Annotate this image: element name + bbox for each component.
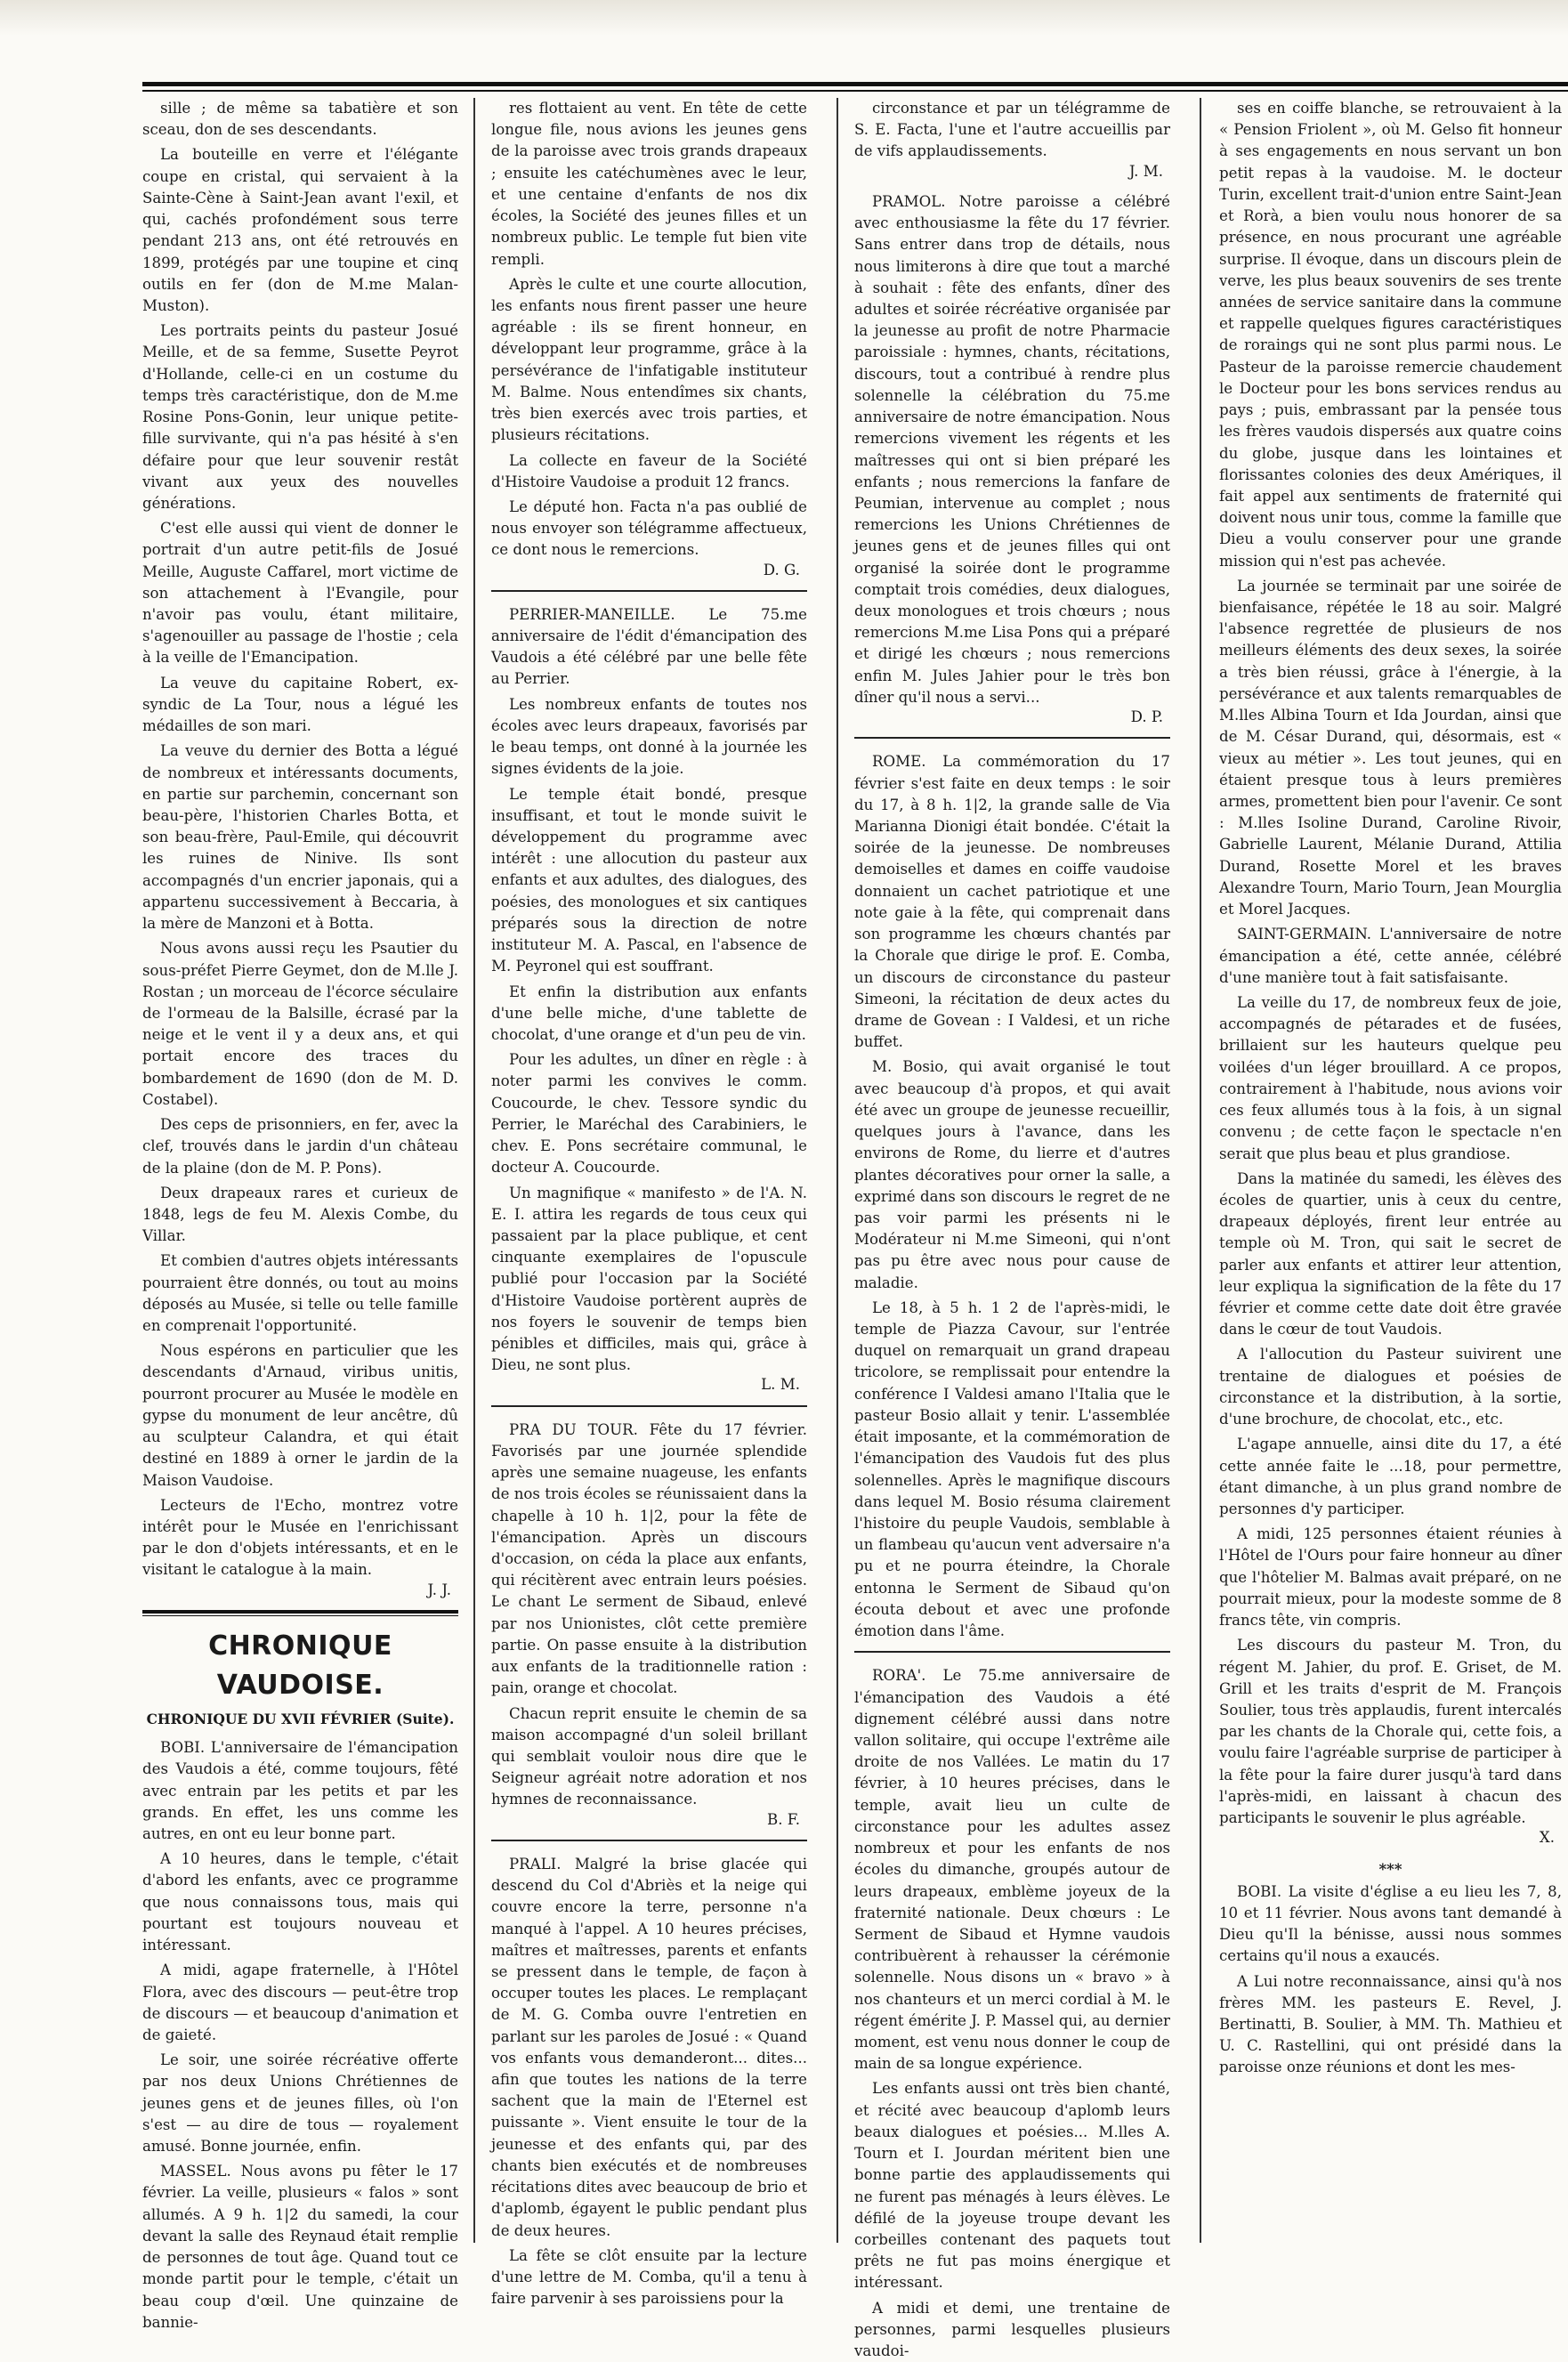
paragraph: Le soir, une soirée récréative offerte par nos deux Unions Chrétiennes de jeunes gens et de jeunes filles, où l'on s'est — au dire de tous — royalement amusé. Bonne journée, enfin. (142, 2051, 458, 2156)
paragraph: SAINT-GERMAIN. L'anniversaire de notre émancipation a été, cette année, célébré d'une manière tout à fait satisfaisante. (1219, 926, 1562, 986)
paragraph: Les nombreux enfants de toutes nos écoles avec leurs drapeaux, favorisés par le beau temps, ont donné à la journée les signes évidents de la joie. (491, 695, 807, 778)
column-1 (142, 98, 458, 2331)
paragraph: L'agape annuelle, ainsi dite du 17, a été cette année faite le ...18, pour permettre, étant dimanche, à un plus grand nombre de personnes d'y participer. (1219, 1436, 1562, 1517)
paragraph: M. Bosio, qui avait organisé le tout avec beaucoup d'à propos, et qui avait été avec un groupe de jeunesse recueillir, quelques jours à l'avance, dans les environs de Rome, du lierre et d'autres plantes décoratives pour orner la salle, a exprimé dans son discours le regret de ne pas voir parmi les présents ni le Modérateur ni M.me Simeoni, qui n'ont pas pu être avec nous pour cause de maladie. (854, 1058, 1170, 1291)
article-divider (491, 590, 807, 592)
paragraph: Dans la matinée du samedi, les élèves des écoles de quartier, unis à ceux du centre, drapeaux déployés, firent leur entrée au temple où M. Tron, qui sait le secret de parler aux enfants et attirer leur attention, leur expliqua la signification de la fête du 17 février et comme cette date doit être gravée dans le cœur de tout Vaudois. (1219, 1169, 1562, 1339)
paragraph: Nous espérons en particulier que les descendants d'Arnaud, viribus unitis, pourront procurer au Musée le modèle en gypse du monument de leur ancêtre, dû au sculpteur Calandra, et qui était destiné en 1889 à orner le jardin de la Maison Vaudoise. (142, 1342, 458, 1489)
paragraph: Deux drapeaux rares et curieux de 1848, legs de feu M. Alexis Combe, du Villar. (142, 1184, 458, 1245)
paragraph: La collecte en faveur de la Société d'Histoire Vaudoise a produit 12 francs. (491, 451, 807, 490)
header-rule-thick (142, 82, 1568, 86)
signature: X. (1539, 1829, 1555, 1847)
paragraph: A midi, agape fraternelle, à l'Hôtel Flora, avec des discours — peut-être trop de discours — et beaucoup d'animation et de gaieté. (142, 1962, 458, 2043)
newspaper-page (142, 98, 1568, 2360)
signature: B. F. (767, 1810, 800, 1828)
paragraph: Pour les adultes, un dîner en règle : à noter parmi les convives le comm. Coucourde, le chev. Tessore syndic du Perrier, le Maréchal des Carabiniers, le chev. E. Pons secrétaire communal, le docteur A. Coucourde. (491, 1051, 807, 1177)
paragraph: ses en coiffe blanche, se retrouvaient à la « Pension Friolent », où M. Gelso fit honneur à ses engagements en nous servant un bon petit repas à la vaudoise. M. le docteur Turin, excellent trait-d'union entre Saint-Jean et Rorà, a bien voulu nous honorer de sa présence, en nous procurant une agréable surprise. Il évoque, dans un discours plein de verve, les plus beaux souvenirs de ses trente années de service sanitaire dans la commune et rappelle quelques figures caractéristiques de roraings qui ne sont plus parmi nous. Le Pasteur de la paroisse remercie chaudement le Docteur pour les bons services rendus au pays ; puis, embrassant par la pensée tous les frères vaudois dispersés aux quatre coins du globe, jusque dans les lointaines et florissantes colonies des deux Amériques, il fait appel aux sentiments de fraternité qui doivent nous unir tous, comme la famille que Dieu a voulu conserver pour une grande mission qui n'est pas achevée. (1219, 100, 1562, 570)
paragraph: Le député hon. Facta n'a pas oublié de nous envoyer son télégramme affectueux, ce dont nous le remercions. (491, 497, 807, 559)
paragraph: MASSEL. Nous avons pu fêter le 17 février. La veille, plusieurs « falos » sont allumés. A 9 h. 1|2 du samedi, la cour devant la salle des Reynaud était remplie de personnes de tout âge. Quand tout ce monde partit pour le temple, c'était un beau coup d'œil. Une quinzaine de bannie- (142, 2163, 458, 2331)
article-divider (854, 737, 1170, 739)
paragraph: Lecteurs de l'Echo, montrez votre intérêt pour le Musée en l'enrichissant par le don d'objets intéressants, et en le visitant le catalogue à la main. (142, 1496, 458, 1579)
section-title: CHRONIQUE VAUDOISE. (208, 1630, 392, 1701)
paragraph: sille ; de même sa tabatière et son sceau, don de ses descendants. (142, 100, 458, 139)
paragraph: Chacun reprit ensuite le chemin de sa maison accompagné d'un soleil brillant qui semblait vouloir nous dire que le Seigneur agréait notre adoration et nos hymnes de reconnaissance. (491, 1704, 807, 1808)
paragraph: A l'allocution du Pasteur suivirent une trentaine de dialogues et poésies de circonstance et la distribution, à la sortie, d'une brochure, de chocolat, etc., etc. (1219, 1346, 1562, 1428)
paragraph: PERRIER-MANEILLE. Le 75.me anniversaire de l'édit d'émancipation des Vaudois a été célébré par une belle fête au Perrier. (491, 605, 807, 688)
paragraph: C'est elle aussi qui vient de donner le portrait d'un autre petit-fils de Josué Meille, Auguste Caffarel, mort victime de son attachement à l'Evangile, pour n'avoir pas voulu, étant militaire, s'agenouiller au passage de l'hostie ; cela à la veille de l'Emancipation. (142, 520, 458, 667)
section-divider (142, 1610, 458, 1616)
paragraph: A 10 heures, dans le temple, c'était d'abord les enfants, avec ce programme que nous connaissons tous, mais qui pourtant est toujours nouveau et intéressant. (142, 1850, 458, 1954)
paragraph: PRALI. Malgré la brise glacée qui descend du Col d'Abriès et la neige qui couvre encore la terre, personne n'a manqué à l'appel. A 10 heures précises, maîtres et maîtresses, parents et enfants se pressent dans le temple, de façon à occuper toutes les places. Le remplaçant de M. G. Comba ouvre l'entretien en parlant sur les paroles de Josué : « Quand vos enfants vous demanderont... dites... afin que toutes les nations de la terre sachent que la main de l'Eternel est puissante ». Vient ensuite le tour de la jeunesse et des enfants qui, par des chants bien exécutés et de nombreuses récitations dites avec beaucoup de brio et d'aplomb, égayent le public pendant plus de deux heures. (491, 1855, 807, 2239)
column-separator (837, 98, 838, 2243)
column-4 (1219, 98, 1562, 2243)
signature: D. P. (1130, 708, 1163, 726)
signature: J. M. (1128, 162, 1163, 180)
paragraph: La veille du 17, de nombreux feux de joie, accompagnés de pétarades et de fusées, brillaient sur les hauteurs quelque peu voilées d'un léger brouillard. A ce propos, contrairement à l'habitude, nous avions voir ces feux allumés tous à la fois, à un signal convenu ; de cette façon le spectacle n'en serait que plus beau et plus grandiose. (1219, 993, 1562, 1162)
paragraph: Les portraits peints du pasteur Josué Meille, et de sa femme, Susette Peyrot d'Hollande, celle-ci en un costume du temps très caractéristique, don de M.me Rosine Pons-Gonin, leur unique petite-fille survivante, qui n'a pas hésité à s'en défaire pour que leur souvenir restât vivant aux yeux des nouvelles générations. (142, 322, 458, 512)
article-divider (491, 1405, 807, 1407)
paragraph: Après le culte et une courte allocution, les enfants nous firent passer une heure agréable : ils se firent honneur, en développant leur programme, grâce à la persévérance de l'infatigable instituteur M. Balme. Nous entendîmes six chants, très bien exercés avec trois parties, et plusieurs récitations. (491, 275, 807, 444)
paragraph: La veuve du dernier des Botta a légué de nombreux et intéressants documents, en partie sur parchemin, concernant son beau-père, l'historien Charles Botta, et son beau-frère, Paul-Emile, qui découvrit les ruines de Ninive. Ils sont accompagnés d'un encrier japonais, qui a appartenu successivement à Beccaria, à la mère de Manzoni et à Botta. (142, 742, 458, 933)
paragraph: Un magnifique « manifesto » de l'A. N. E. I. attira les regards de tous ceux qui passaient par la place publique, et cent cinquante exemplaires de l'opuscule publié pour l'occasion par la Société d'Histoire Vaudoise portèrent auprès de nos foyers le souvenir de temps bien pénibles et difficiles, mais qui, grâce à Dieu, ne sont plus. (491, 1184, 807, 1374)
paragraph: A midi, 125 personnes étaient réunies à l'Hôtel de l'Ours pour faire honneur au dîner que l'hôtelier M. Balmas avait préparé, on ne pourrait mieux, pour la modeste somme de 8 francs tête, vin compris. (1219, 1525, 1562, 1630)
paragraph: La journée se terminait par une soirée de bienfaisance, répétée le 18 au soir. Malgré l'absence regrettée de plusieurs de nos meilleurs éléments des deux sexes, la soirée a très bien réussi, grâce à l'énergie, à la persévérance et aux talents remarquables de M.lles Albina Tourn et Ida Jourdan, ainsi que de M. César Durand, qui, désormais, est « vieux au métier ». Les tout jeunes, qui en étaient presque tous à leurs premières armes, promettent bien pour l'avenir. Ce sont : M.lles Isoline Durand, Caroline Rivoir, Gabrielle Laurent, Mélanie Durand, Attilia Durand, Rosette Morel et les braves Alexandre Tourn, Mario Tourn, Jean Mourglia et Morel Jacques. (1219, 577, 1562, 918)
paragraph: BOBI. La visite d'église a eu lieu les 7, 8, 10 et 11 février. Nous avons tant demandé à Dieu qu'Il la bénisse, aussi nous sommes certains qu'il nous a exaucés. (1219, 1882, 1562, 1965)
paragraph: Et combien d'autres objets intéressants pourraient être donnés, ou tout au moins déposés au Musée, si telle ou telle famille en comprenait l'opportunité. (142, 1252, 458, 1335)
column-separator (473, 98, 475, 2243)
paragraph: La veuve du capitaine Robert, ex-syndic de La Tour, nous a légué les médailles de son mari. (142, 674, 458, 735)
paragraph: A Lui notre reconnaissance, ainsi qu'à nos frères MM. les pasteurs E. Revel, J. Bertinatti, B. Soulier, à MM. Th. Mathieu et U. C. Rastellini, qui ont présidé dans la paroisse onze réunions et dont les mes- (1219, 1972, 1562, 2076)
paragraph: Des ceps de prisonniers, en fer, avec la clef, trouvés dans le jardin d'un château de la plaine (don de M. P. Pons). (142, 1116, 458, 1177)
paragraph: RORA'. Le 75.me anniversaire de l'émancipation des Vaudois a été dignement célébré aussi dans notre vallon solitaire, qui occupe l'extrême aile droite de nos Vallées. Le matin du 17 février, à 10 heures précises, dans le temple, avait lieu un culte de circonstance pour les adultes assez nombreux et pour les enfants de nos écoles du dimanche, groupés autour de leurs drapeaux, emblème joyeux de la fraternité nationale. Deux chœurs : Le Serment de Sibaud et Hymne vaudois contribuèrent à rehausser la cérémonie solennelle. Nous disons un « bravo » à nos chanteurs et un merci cordial à M. le régent émérite J. P. Massel qui, au dernier moment, est venu nous donner le coup de main de sa longue expérience. (854, 1667, 1170, 2073)
torn-top-edge (0, 0, 1568, 36)
asterism: *** (1378, 1859, 1402, 1878)
paragraph: Nous avons aussi reçu les Psautier du sous-préfet Pierre Geymet, don de M.lle J. Rostan ; un morceau de l'écorce séculaire de l'ormeau de la Balsille, écrasé par la neige et le vent il y a deux ans, et qui portait encore des traces du bombardement de 1690 (don de M. D. Costabel). (142, 940, 458, 1108)
column-separator (1200, 98, 1201, 2243)
paragraph: Le temple était bondé, presque insuffisant, et tout le monde suivit le développement du programme avec intérêt : une allocution du pasteur aux enfants et aux adultes, des dialogues, des poésies, des monologues et six cantiques préparés sous la direction de notre instituteur M. A. Pascal, en l'absence de M. Peyronel qui est souffrant. (491, 785, 807, 975)
signature: D. G. (763, 561, 800, 578)
paragraph: ROME. La commémoration du 17 février s'est faite en deux temps : le soir du 17, à 8 h. 1|2, la grande salle de Via Marianna Dionigi était bondée. C'était la soirée de la jeunesse. De nombreuses demoiselles et dames en coiffe vaudoise donnaient un cachet patriotique et une note gaie à la fête, qui comprenait dans son programme les chœurs chantés par la Chorale que dirige le prof. E. Comba, un discours de circonstance du pasteur Simeoni, la récitation de deux actes du drame de Govean : I Valdesi, et un riche buffet. (854, 753, 1170, 1051)
paragraph: La fête se clôt ensuite par la lecture d'une lettre de M. Comba, qu'il a tenu à faire parvenir à ses paroissiens pour la (491, 2246, 807, 2308)
article-divider (491, 1840, 807, 1841)
paragraph: Les enfants aussi ont très bien chanté, et récité avec beaucoup d'aplomb leurs beaux dialogues et poésies... M.lles A. Tourn et I. Jourdan méritent bien une bonne partie des applaudissements qui ne furent pas ménagés à leurs élèves. Le défilé de la joyeuse troupe devant les corbeilles contenant des paquets tout prêts ne fut pas moins énergique et intéressant. (854, 2080, 1170, 2292)
paragraph: La bouteille en verre et l'élégante coupe en cristal, qui servaient à la Sainte-Cène à Saint-Jean avant l'exil, et qui, cachés profondément sous terre pendant 213 ans, ont été retrouvés en 1899, protégés par une toupine et cinq outils en fer (don de M.me Malan-Muston). (142, 146, 458, 314)
section-subtitle: CHRONIQUE DU XVII FÉVRIER (Suite). (146, 1711, 455, 1728)
paragraph: res flottaient au vent. En tête de cette longue file, nous avions les jeunes gens de la paroisse avec trois grands drapeaux ; ensuite les catéchumènes avec le leur, et une centaine d'enfants de nos dix écoles, la Société des jeunes filles et un nombreux public. Le temple fut bien vite rempli. (491, 100, 807, 268)
column-2 (491, 98, 807, 2308)
paragraph: Le 18, à 5 h. 1 2 de l'après-midi, le temple de Piazza Cavour, sur l'entrée duquel on remarquait un grand drapeau tricolore, se remplissait pour entendre la conférence I Valdesi amano l'Italia que le pasteur Bosio allait y tenir. L'assemblée était imposante, et la commémoration de l'émancipation des Vaudois fut des plus solennelles. Après le magnifique discours dans lequel M. Bosio résuma clairement l'histoire du peuple Vaudois, semblable à un flambeau qu'aucun vent adversaire n'a pu et ne pourra éteindre, la Chorale entonna le Serment de Sibaud qu'on écouta debout et avec une profonde émotion dans l'âme. (854, 1298, 1170, 1640)
paragraph: PRA DU TOUR. Fête du 17 février. Favorisés par une journée splendide après une semaine nuageuse, les enfants de nos trois écoles se réunissaient dans la chapelle à 10 h. 1|2, pour la fête de l'émancipation. Après un discours d'occasion, on céda la place aux enfants, qui récitèrent avec entrain leurs poésies. Le chant Le serment de Sibaud, enlevé par nos Unionistes, clôt cette première partie. On passe ensuite à la distribution aux enfants de la traditionnelle ration : pain, orange et chocolat. (491, 1420, 807, 1697)
paragraph: Les discours du pasteur M. Tron, du régent M. Jahier, du prof. E. Griset, de M. Grill et les traits d'esprit de M. François Soulier, tous très applaudis, furent intercalés par les chants de la Chorale qui, cette fois, a voulu faire l'agréable surprise de participer à la fête pour la faire durer jusqu'à tard dans l'après-midi, en laissant à chacun des participants le souvenir le plus agréable. (1219, 1637, 1562, 1827)
signature: J. J. (427, 1581, 451, 1598)
column-3 (854, 98, 1170, 2360)
paragraph: circonstance et par un télégramme de S. E. Facta, l'une et l'autre accueillis par de vifs applaudissements. (854, 100, 1170, 160)
paragraph: BOBI. L'anniversaire de l'émancipation des Vaudois a été, comme toujours, fêté avec entrain par les petits et par les grands. En effet, les uns comme les autres, en ont eu leur bonne part. (142, 1739, 458, 1842)
header-rule-thin (142, 90, 1568, 92)
paragraph: A midi et demi, une trentaine de personnes, parmi lesquelles plusieurs vaudoi- (854, 2299, 1170, 2360)
paragraph: PRAMOL. Notre paroisse a célébré avec enthousiasme la fête du 17 février. Sans entrer dans trop de détails, nous nous limiterons à dire que tout a marché à souhait : fête des enfants, dîner des adultes et soirée récréative organisée par la jeunesse au profit de notre Pharmacie paroissiale : hymnes, chants, récitations, discours, tout a contribué à rendre plus solennelle la célébration du 75.me anniversaire de notre émancipation. Nous remercions vivement les régents et les maîtresses qui ont si bien préparé les enfants ; nous remercions la fanfare de Peumian, intervenue au complet ; nous remercions les Unions Chrétiennes de jeunes gens et de jeunes filles qui ont organisé la soirée dont le programme comptait trois comédies, deux dialogues, deux monologues et trois chœurs ; nous remercions M.me Lisa Pons qui a préparé et dirigé les chœurs ; nous remercions enfin M. Jules Jahier pour le très bon dîner qu'il nous a servi... (854, 192, 1170, 706)
paragraph: Et enfin la distribution aux enfants d'une belle miche, d'une tablette de chocolat, d'une orange et d'un peu de vin. (491, 983, 807, 1043)
article-divider (854, 1651, 1170, 1653)
signature: L. M. (761, 1376, 800, 1394)
